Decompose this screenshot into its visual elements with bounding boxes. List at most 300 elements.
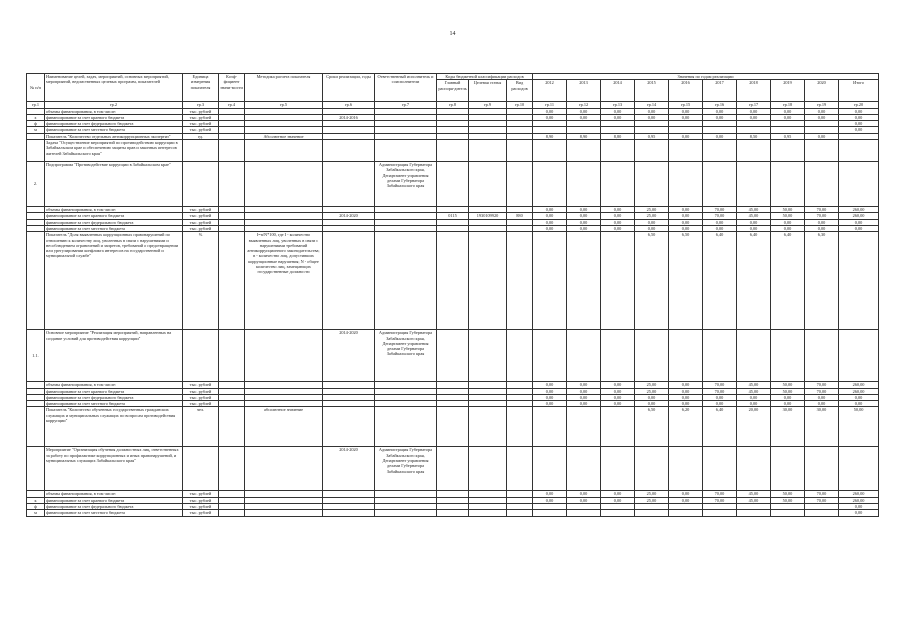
row-value <box>533 140 567 162</box>
header-year: 2013 <box>567 80 601 102</box>
row-method: Абсолютное значение <box>245 133 323 139</box>
row-value <box>601 330 635 382</box>
row-responsible: Администрация Губернатора Забайкальского края, Департамент управления делами Губернатора Забайкальского края <box>375 447 437 491</box>
row-number <box>27 140 45 162</box>
row-value: 0,00 <box>567 207 601 213</box>
column-number: гр.1 <box>27 102 45 108</box>
row-value: 70,00 <box>703 207 737 213</box>
row-value: 45,00 <box>737 497 771 503</box>
row-number: к <box>27 497 45 503</box>
row-value: 30,00 <box>805 407 839 447</box>
row-unit: тыс. рублей <box>183 225 219 231</box>
row-value: 30,00 <box>771 407 805 447</box>
row-value: 70,00 <box>703 213 737 219</box>
row-value: 0,00 <box>771 114 805 120</box>
row-unit: тыс. рублей <box>183 213 219 219</box>
row-value: 8,90 <box>567 133 601 139</box>
row-kbk-r <box>507 447 533 491</box>
row-value: 50,00 <box>771 382 805 388</box>
row-value: 0,00 <box>737 108 771 114</box>
column-number: гр.7 <box>375 102 437 108</box>
row-value <box>601 162 635 207</box>
header-nn: № п/п <box>27 74 45 102</box>
row-value: 0,00 <box>839 510 879 516</box>
header-year: 2019 <box>771 80 805 102</box>
row-value: 50,00 <box>771 207 805 213</box>
row-value: 0,00 <box>601 108 635 114</box>
row-kbk-r <box>507 140 533 162</box>
row-value <box>669 140 703 162</box>
row-period <box>323 162 375 207</box>
row-value: 0,00 <box>839 394 879 400</box>
row-value: 0,95 <box>771 133 805 139</box>
column-number: гр.20 <box>839 102 879 108</box>
row-period: 2014-2020 <box>323 447 375 491</box>
row-value: 0,00 <box>533 382 567 388</box>
row-coef <box>219 407 245 447</box>
row-period <box>323 232 375 330</box>
row-value: 0,00 <box>567 401 601 407</box>
row-coef <box>219 510 245 516</box>
column-number: гр.10 <box>507 102 533 108</box>
row-number: х <box>27 114 45 120</box>
row-value: 6,50 <box>635 407 669 447</box>
row-value: 260,00 <box>839 382 879 388</box>
row-value: 0,00 <box>805 219 839 225</box>
row-value: 0,00 <box>533 394 567 400</box>
row-kbk-t <box>469 140 507 162</box>
row-value: 0,00 <box>601 225 635 231</box>
column-number: гр.5 <box>245 102 323 108</box>
row-value: 45,00 <box>737 388 771 394</box>
column-number: гр.3 <box>183 102 219 108</box>
row-value: 0,00 <box>771 108 805 114</box>
row-value <box>737 447 771 491</box>
column-number: гр.15 <box>669 102 703 108</box>
row-coef <box>219 140 245 162</box>
row-value <box>635 510 669 516</box>
row-responsible <box>375 510 437 516</box>
row-value: 0,00 <box>567 382 601 388</box>
row-value <box>567 510 601 516</box>
row-value: 25,00 <box>635 382 669 388</box>
row-kbk-r <box>507 407 533 447</box>
row-value: 6,30 <box>805 232 839 330</box>
row-unit: ед. <box>183 133 219 139</box>
row-unit: тыс. рублей <box>183 504 219 510</box>
row-period <box>323 510 375 516</box>
column-number: гр.4 <box>219 102 245 108</box>
row-kbk-r <box>507 330 533 382</box>
table-row <box>27 407 879 447</box>
row-value <box>737 510 771 516</box>
row-value: 6,40 <box>771 232 805 330</box>
row-number: 1.1. <box>27 330 45 382</box>
row-value: 0,00 <box>567 225 601 231</box>
row-method <box>245 447 323 491</box>
header-year: 2014 <box>601 80 635 102</box>
row-value: 0,00 <box>533 114 567 120</box>
row-value: 0,00 <box>703 401 737 407</box>
row-value <box>771 162 805 207</box>
row-period: 2014-2020 <box>323 213 375 219</box>
row-value <box>737 140 771 162</box>
row-value <box>737 330 771 382</box>
row-value: 260,00 <box>839 497 879 503</box>
row-value <box>533 330 567 382</box>
row-value: 0,00 <box>669 213 703 219</box>
row-number: ф <box>27 504 45 510</box>
row-value: 0,00 <box>567 388 601 394</box>
row-value: 8,90 <box>533 133 567 139</box>
column-number: гр.17 <box>737 102 771 108</box>
row-value <box>533 162 567 207</box>
row-name: финансирование за счет местного бюджета <box>45 401 183 407</box>
page-number: 14 <box>449 31 456 37</box>
row-value: 0,00 <box>635 225 669 231</box>
row-value: 0,00 <box>635 108 669 114</box>
row-value: 0,00 <box>737 401 771 407</box>
row-method <box>245 330 323 382</box>
row-value: 0,00 <box>533 213 567 219</box>
row-value <box>567 330 601 382</box>
row-value <box>771 447 805 491</box>
row-unit <box>183 447 219 491</box>
column-number: гр.6 <box>323 102 375 108</box>
row-value: 0,00 <box>669 225 703 231</box>
row-value <box>703 162 737 207</box>
row-value: 50,00 <box>771 491 805 497</box>
header-coef: Коэф-фициент значи-мости <box>219 74 245 102</box>
row-value: 0,00 <box>703 394 737 400</box>
row-value <box>533 447 567 491</box>
row-value: 0,00 <box>601 114 635 120</box>
header-kbk-t: Целевая статья <box>469 80 507 102</box>
row-value: 25,00 <box>635 213 669 219</box>
row-value: 8,80 <box>601 133 635 139</box>
row-method: I=n/N*100, где I - количество выявленных лиц, уволенных в связи с нарушениями требований антикоррупционного законодательства; n - количество лиц, допустивших коррупционные нарушения; N - общее количество лиц, замещающих государственные должности <box>245 232 323 330</box>
header-year: 2012 <box>533 80 567 102</box>
row-kbk-r <box>507 162 533 207</box>
header-year: Итого <box>839 80 879 102</box>
header-year: 2020 <box>805 80 839 102</box>
row-kbk-g <box>437 232 469 330</box>
row-coef <box>219 330 245 382</box>
row-value: 0,00 <box>669 394 703 400</box>
row-value <box>805 162 839 207</box>
row-value <box>533 232 567 330</box>
row-coef <box>219 232 245 330</box>
table-row <box>27 510 879 516</box>
row-value <box>669 510 703 516</box>
column-number: гр.19 <box>805 102 839 108</box>
row-value: 0,00 <box>601 491 635 497</box>
row-value: 0,00 <box>771 401 805 407</box>
row-name: Задача "Осуществление мероприятий по противодействию коррупции в Забайкальском крае и обеспечению защиты прав и законных интересов жителей Забайкальского края" <box>45 140 183 162</box>
row-value: 25,00 <box>635 497 669 503</box>
row-value <box>635 140 669 162</box>
row-kbk-g <box>437 140 469 162</box>
row-unit: тыс. рублей <box>183 510 219 516</box>
row-value: 0,00 <box>533 108 567 114</box>
row-value: 70,00 <box>703 491 737 497</box>
row-number: м <box>27 127 45 133</box>
row-value: 0,00 <box>737 114 771 120</box>
row-name: Мероприятие "Организация обучения должностных лиц, ответственных за работу по профилактике коррупционных и иных правонарушений, и муниципальных служащих Забайкальского края" <box>45 447 183 491</box>
row-name: финансирование за счет местного бюджета <box>45 510 183 516</box>
row-period <box>323 140 375 162</box>
row-value: 0,00 <box>771 394 805 400</box>
header-year: 2017 <box>703 80 737 102</box>
row-value: 0,00 <box>703 225 737 231</box>
table-row <box>27 140 879 162</box>
row-value: 70,00 <box>805 213 839 219</box>
row-unit: тыс. рублей <box>183 219 219 225</box>
row-name: финансирование за счет краевого бюджета <box>45 497 183 503</box>
row-value <box>771 330 805 382</box>
row-value: 0,00 <box>567 491 601 497</box>
row-name: Основное мероприятие "Реализация мероприятий, направленных на создание условий для противодействия коррупции" <box>45 330 183 382</box>
row-kbk-g <box>437 162 469 207</box>
row-responsible: Администрация Губернатора Забайкальского края, Департамент управления делами Губернатора Забайкальского края <box>375 330 437 382</box>
row-name: финансирование за счет краевого бюджета <box>45 114 183 120</box>
row-unit: тыс. рублей <box>183 114 219 120</box>
row-value: 0,00 <box>601 219 635 225</box>
column-number: гр.2 <box>45 102 183 108</box>
row-value: 45,00 <box>737 491 771 497</box>
row-name: финансирование за счет краевого бюджета <box>45 388 183 394</box>
row-value: 70,00 <box>805 497 839 503</box>
row-period: 2014-2020 <box>323 330 375 382</box>
row-unit: тыс. рублей <box>183 108 219 114</box>
row-value: 0,00 <box>839 114 879 120</box>
row-value: 0,00 <box>805 401 839 407</box>
row-unit: тыс. рублей <box>183 207 219 213</box>
row-kbk-t <box>469 510 507 516</box>
row-value: 0,00 <box>669 108 703 114</box>
row-number <box>27 447 45 491</box>
row-value: 0,00 <box>601 207 635 213</box>
row-value <box>601 140 635 162</box>
row-value: 0,00 <box>839 108 879 114</box>
row-value: 6,50 <box>669 232 703 330</box>
row-value: 50,00 <box>771 388 805 394</box>
row-unit <box>183 162 219 207</box>
row-value <box>533 510 567 516</box>
row-kbk-t <box>469 330 507 382</box>
row-value <box>635 447 669 491</box>
row-value <box>635 162 669 207</box>
table-row <box>27 330 879 382</box>
row-value <box>601 232 635 330</box>
row-kbk-g <box>437 330 469 382</box>
row-value: 50,00 <box>839 407 879 447</box>
row-value: 0,00 <box>601 213 635 219</box>
row-value: 0,00 <box>533 225 567 231</box>
row-value: 0,00 <box>669 219 703 225</box>
row-value <box>839 140 879 162</box>
column-number: гр.18 <box>771 102 805 108</box>
row-name: финансирование за счет федерального бюджета <box>45 394 183 400</box>
column-number: гр.11 <box>533 102 567 108</box>
table-row <box>27 162 879 207</box>
row-value: 25,00 <box>635 207 669 213</box>
row-name: финансирование за счет местного бюджета <box>45 225 183 231</box>
row-value: 50,00 <box>771 497 805 503</box>
row-value <box>601 510 635 516</box>
row-value: 0,00 <box>533 401 567 407</box>
row-value: 0,00 <box>669 401 703 407</box>
row-value: 0,00 <box>669 114 703 120</box>
row-value: 70,00 <box>703 382 737 388</box>
row-value: 0,95 <box>635 133 669 139</box>
row-value: 8,50 <box>737 133 771 139</box>
row-value: 6,40 <box>703 232 737 330</box>
row-value <box>703 447 737 491</box>
row-kbk-t: 1930109920 <box>469 213 507 219</box>
header-name: Наименование целей, задач, мероприятий, основных мероприятий, мероприятий, ведомственных целевых программ, показателей <box>45 74 183 102</box>
row-value: 6,40 <box>737 232 771 330</box>
row-value: 0,00 <box>737 219 771 225</box>
row-value <box>567 232 601 330</box>
row-value: 0,00 <box>771 219 805 225</box>
row-name: объемы финансирования, в том числе: <box>45 108 183 114</box>
row-value: 25,00 <box>635 388 669 394</box>
row-name: финансирование за счет федерального бюджета <box>45 121 183 127</box>
row-number <box>27 407 45 447</box>
row-value: 0,00 <box>533 207 567 213</box>
row-name: объемы финансирования, в том числе: <box>45 382 183 388</box>
row-value: 0,00 <box>567 394 601 400</box>
header-period: Сроки реализации, годы <box>323 74 375 102</box>
row-unit: % <box>183 232 219 330</box>
row-value: 25,00 <box>635 491 669 497</box>
row-value: 0,00 <box>567 497 601 503</box>
column-number: гр.9 <box>469 102 507 108</box>
row-value: 0,00 <box>601 394 635 400</box>
row-value: 260,00 <box>839 491 879 497</box>
row-value: 50,00 <box>771 213 805 219</box>
row-value: 0,00 <box>771 225 805 231</box>
header-year: 2018 <box>737 80 771 102</box>
row-value <box>805 447 839 491</box>
row-unit: тыс. рублей <box>183 382 219 388</box>
row-value: 0,00 <box>601 497 635 503</box>
row-unit: тыс. рублей <box>183 401 219 407</box>
row-value: 0,00 <box>839 225 879 231</box>
row-value <box>805 330 839 382</box>
row-value <box>771 140 805 162</box>
row-kbk-t <box>469 232 507 330</box>
table-row <box>27 447 879 491</box>
header-unit: Единица измерения показателя <box>183 74 219 102</box>
column-number: гр.8 <box>437 102 469 108</box>
row-value: 45,00 <box>737 213 771 219</box>
row-value: 0,00 <box>737 225 771 231</box>
row-value: 0,00 <box>703 219 737 225</box>
row-unit: тыс. рублей <box>183 491 219 497</box>
row-name: Показатель "Количество отдельных антикоррупционных экспертиз" <box>45 133 183 139</box>
row-value: 6,20 <box>669 407 703 447</box>
row-value <box>737 162 771 207</box>
row-value <box>771 510 805 516</box>
row-method: абсолютное значение <box>245 407 323 447</box>
row-value <box>703 140 737 162</box>
row-value <box>567 140 601 162</box>
row-unit: тыс. рублей <box>183 394 219 400</box>
row-kbk-g <box>437 510 469 516</box>
row-value: 0,00 <box>839 504 879 510</box>
program-table <box>26 73 879 517</box>
row-unit: тыс. рублей <box>183 497 219 503</box>
row-value: 0,00 <box>533 388 567 394</box>
row-value: 0,00 <box>805 108 839 114</box>
row-responsible <box>375 407 437 447</box>
row-value: 0,00 <box>839 401 879 407</box>
row-value: 260,00 <box>839 388 879 394</box>
row-value: 0,00 <box>839 121 879 127</box>
row-value: 45,00 <box>737 382 771 388</box>
row-coef <box>219 162 245 207</box>
row-period: 2014-2016 <box>323 114 375 120</box>
row-value: 0,00 <box>703 133 737 139</box>
row-method <box>245 162 323 207</box>
header-year: 2015 <box>635 80 669 102</box>
row-name: Показатель "Доля выявленных коррупционных правонарушений по отношению к количеству лиц, уволенных в связи с нарушениями и несоблюдением ограничений и запретов, требований о предотвращении или урегулировании конфликта интересов на государственной и муниципальной службе" <box>45 232 183 330</box>
row-value: 0,00 <box>805 133 839 139</box>
row-value <box>839 162 879 207</box>
header-kbk-g: Главный распоря-дитель <box>437 80 469 102</box>
header-kbk-r: Вид расходов <box>507 80 533 102</box>
row-name: Показатель "Количество обученных государственных гражданских служащих и муниципальных служащих по вопросам противодействия коррупции" <box>45 407 183 447</box>
row-name: финансирование за счет краевого бюджета <box>45 213 183 219</box>
row-name: финансирование за счет федерального бюджета <box>45 504 183 510</box>
row-unit: тыс. рублей <box>183 121 219 127</box>
row-value: 0,00 <box>533 491 567 497</box>
row-value: 0,00 <box>669 491 703 497</box>
row-number: м <box>27 510 45 516</box>
row-name: Подпрограмма "Противодействие коррупции в Забайкальском крае" <box>45 162 183 207</box>
row-method <box>245 510 323 516</box>
row-unit <box>183 140 219 162</box>
column-number: гр.16 <box>703 102 737 108</box>
row-value: 0,00 <box>567 114 601 120</box>
row-value: 70,00 <box>805 388 839 394</box>
row-value: 6,40 <box>703 407 737 447</box>
row-value: 0,00 <box>839 127 879 133</box>
row-responsible <box>375 140 437 162</box>
row-number <box>27 232 45 330</box>
row-name: объемы финансирования, в том числе: <box>45 207 183 213</box>
row-value: 70,00 <box>703 388 737 394</box>
row-value <box>567 447 601 491</box>
row-value <box>567 407 601 447</box>
row-value: 0,00 <box>635 114 669 120</box>
row-unit: тыс. рублей <box>183 127 219 133</box>
row-responsible <box>375 232 437 330</box>
row-name: объемы финансирования, в том числе: <box>45 491 183 497</box>
row-unit: чел. <box>183 407 219 447</box>
row-value: 70,00 <box>703 497 737 503</box>
row-value: 70,00 <box>805 207 839 213</box>
row-value: 0,00 <box>635 401 669 407</box>
row-value <box>703 330 737 382</box>
row-value: 260,00 <box>839 207 879 213</box>
row-value: 0,00 <box>805 225 839 231</box>
row-responsible: Администрация Губернатора Забайкальского края, Департамент управления делами Губернатора Забайкальского края <box>375 162 437 207</box>
row-value: 70,00 <box>805 491 839 497</box>
row-value: 0,00 <box>601 401 635 407</box>
